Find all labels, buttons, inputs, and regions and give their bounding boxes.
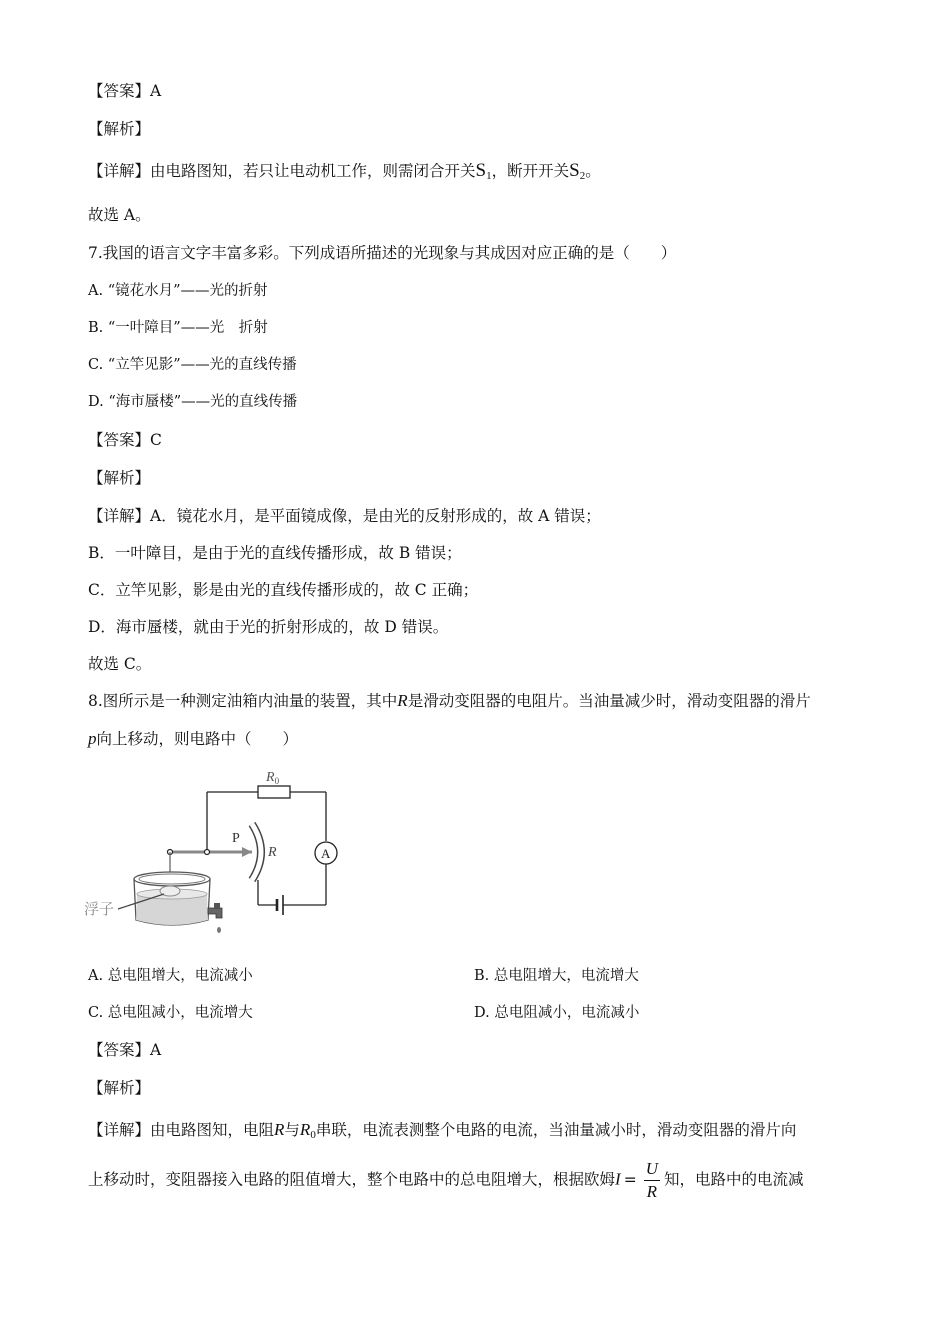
q7-conclusion: 故选 C。: [88, 655, 152, 673]
q6-analysis-label: 【解析】: [88, 120, 151, 138]
q8-stem-line1: 8.图所示是一种测定油箱内油量的装置，其中R是滑动变阻器的电阻片。当油量减少时，滑动变阻器的滑片: [88, 691, 811, 710]
q7-detail-c: C．立竿见影，影是由光的直线传播形成的，故 C 正确；: [88, 581, 479, 599]
switch-s2: $S_2$: [569, 160, 586, 182]
q6-conclusion: 故选 A。: [88, 206, 151, 224]
q7-option-c: C. “立竿见影”——光的直线传播: [88, 357, 297, 373]
q7-answer: 【答案】C: [88, 431, 162, 449]
q6-detail-mid: ，断开开关: [491, 162, 570, 180]
var-p: p: [88, 729, 97, 748]
q7-detail-b: B．一叶障目，是由于光的直线传播形成，故 B 错误；: [88, 544, 462, 562]
q7-stem: 7.我国的语言文字丰富多彩。下列成语所描述的光现象与其成因对应正确的是（ ）: [88, 244, 677, 262]
q7-option-d: D. “海市蜃楼”——光的直线传播: [88, 394, 298, 410]
resistor-r0: [258, 786, 290, 798]
formula-lhs: I: [615, 1169, 621, 1189]
q8-detail-line1: 【详解】由电路图知，电阻R与$R_0$串联，电流表测整个电路的电流，当油量减小时，滑动变阻器的滑片向: [88, 1120, 797, 1141]
q6-detail-suffix: 。: [585, 162, 601, 180]
oil-gauge-circuit-figure: [80, 768, 350, 940]
q7-detail-d: D．海市蜃楼，就由于光的折射形成的，故 D 错误。: [88, 618, 449, 636]
q8-option-b: B. 总电阻增大，电流增大: [474, 968, 639, 984]
q8-answer: 【答案】A: [88, 1041, 162, 1059]
tap-icon: [208, 908, 222, 918]
q7-option-b: B. “一叶障目”——光 折射: [88, 320, 268, 336]
q7-analysis-label: 【解析】: [88, 469, 151, 487]
r0-label: $R_0$: [266, 770, 280, 786]
q6-detail-prefix: 【详解】由电路图知，若只让电动机工作，则需闭合开关: [88, 162, 476, 180]
q6-answer: 【答案】A: [88, 82, 162, 100]
q8-option-d: D. 总电阻减小，电流减小: [474, 1005, 640, 1021]
q8-option-c: C. 总电阻减小，电流增大: [88, 1005, 253, 1021]
q6-detail: [88, 160, 601, 187]
p-label: P: [232, 831, 240, 846]
q8-analysis-label: 【解析】: [88, 1079, 151, 1097]
ammeter-label: A: [321, 846, 331, 861]
var-r0: $R_0$: [299, 1120, 316, 1141]
var-r: R: [274, 1120, 285, 1139]
var-r: R: [397, 691, 408, 710]
q8-stem-line2: p向上移动，则电路中（ ）: [88, 729, 299, 748]
switch-s1: $S_1$: [475, 160, 492, 182]
r-label: R: [268, 845, 277, 860]
ohm-law-fraction: $\frac{U}{R}$: [645, 1159, 658, 1201]
float-label: 浮子: [84, 902, 115, 918]
q7-option-a: A. “镜花水月”——光的折射: [88, 283, 268, 299]
q8-option-a: A. 总电阻增大，电流减小: [88, 968, 253, 984]
q7-detail-a: 【详解】A．镜花水月，是平面镜成像，是由光的反射形成的，故 A 错误；: [88, 507, 601, 525]
q8-detail-line2: 上移动时，变阻器接入电路的阻值增大，整个电路中的总电阻增大，根据欧姆I = $\frac{U}{R}$ 知，电路中的电流减: [88, 1159, 804, 1201]
